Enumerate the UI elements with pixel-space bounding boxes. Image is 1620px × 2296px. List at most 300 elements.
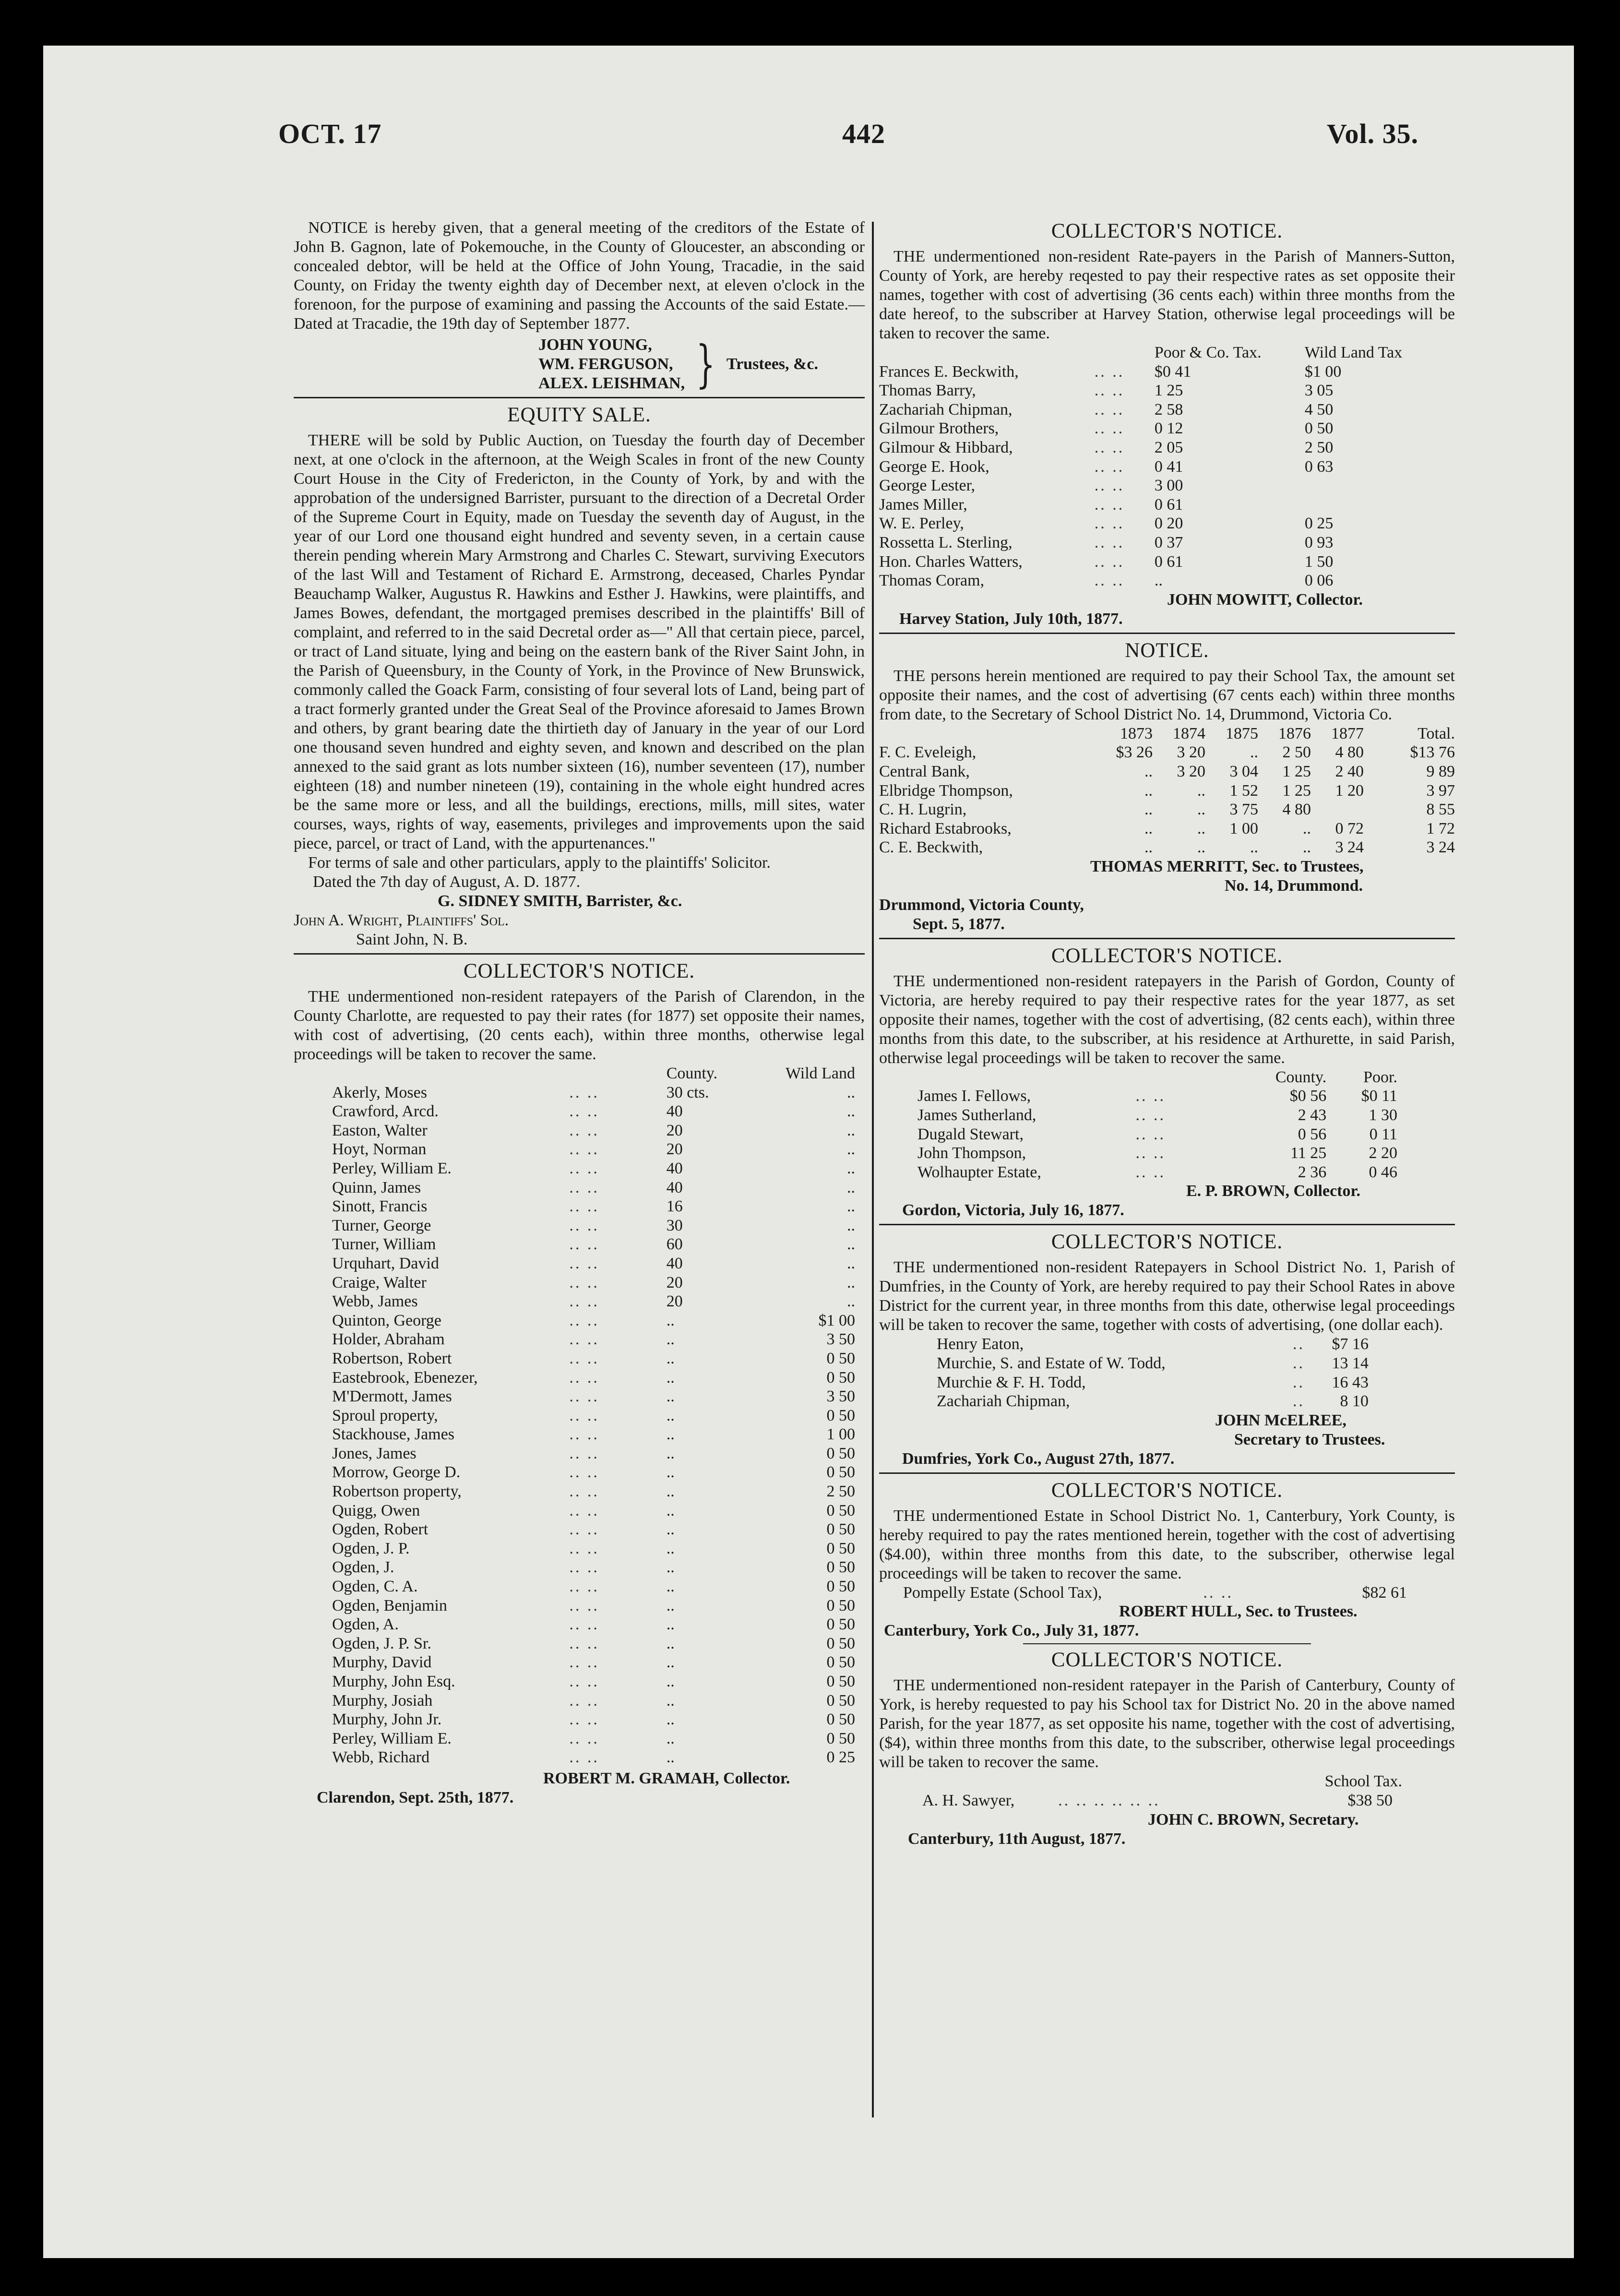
total-amount: 3 97 <box>1426 781 1455 800</box>
clarendon-notice <box>294 958 865 1807</box>
section-divider <box>879 1472 1455 1474</box>
year-amount: 3 20 <box>1177 762 1205 780</box>
leader-dots: .. .. <box>1094 400 1125 419</box>
drummond-signature: THOMAS MERRITT, Sec. to Trustees, <box>1090 857 1364 875</box>
ratepayer-name: James I. Fellows, <box>917 1087 1031 1105</box>
table-row <box>917 1087 1397 1106</box>
ratepayer-name: Frances E. Beckwith, <box>879 362 1019 381</box>
ratepayer-name: Turner, George <box>332 1216 431 1234</box>
table-row <box>332 1197 855 1216</box>
county-rate: 11 25 <box>1290 1144 1327 1162</box>
table-row <box>879 362 1455 382</box>
gordon-heading: COLLECTOR'S NOTICE. <box>1051 944 1283 967</box>
leader-dots: .. .. <box>569 1197 599 1216</box>
table-header-row <box>879 724 1455 743</box>
wild-land-rate: 0 50 <box>826 1578 855 1596</box>
leader-dots: .. .. <box>1135 1106 1166 1124</box>
leader-dots: .. .. <box>569 1691 599 1710</box>
poor-rate: $0 11 <box>1361 1087 1397 1105</box>
table-row <box>879 838 1455 857</box>
leader-dots: .. .. <box>1094 514 1125 533</box>
manners-signature: JOHN MOWITT, Collector. <box>1167 590 1363 609</box>
leader-dots: .. .. <box>569 1483 599 1501</box>
wild-land-rate: 0 50 <box>826 1463 855 1482</box>
canterbury1-dateline: Canterbury, York Co., July 31, 1877. <box>884 1622 1139 1640</box>
total-amount: 3 24 <box>1426 838 1455 857</box>
wild-land-rate: 0 50 <box>826 1444 855 1462</box>
drummond-text: THE persons herein mentioned are required to pay their School Tax, the amount set opposite their names, and the cost of advertising (67 cents each) within three months from date, to the Secretary of School District No. 14, Drummond, Victoria Co. <box>879 667 1455 723</box>
wild-land-rate: 0 50 <box>826 1596 855 1614</box>
table-row <box>332 1425 855 1444</box>
manners-sutton-notice <box>879 218 1455 629</box>
table-row <box>332 1539 855 1558</box>
equity-sale-notice <box>294 402 865 949</box>
poor-co-tax: 0 61 <box>1154 495 1183 514</box>
leader-dots: .. .. <box>569 1292 599 1311</box>
ratepayer-name: Murphy, David <box>332 1653 432 1672</box>
table-row <box>332 1330 855 1349</box>
ratepayer-name: Sproul property, <box>332 1406 438 1424</box>
county-rate: 40 <box>666 1178 683 1196</box>
county-rate: .. <box>666 1653 675 1672</box>
year-amount: .. <box>1144 819 1153 837</box>
county-rate: .. <box>666 1558 675 1577</box>
ratepayer-name: Ogden, Robert <box>332 1520 429 1539</box>
ratepayer-name: Ogden, J. <box>332 1558 394 1577</box>
table-row <box>332 1387 855 1406</box>
wild-land-rate: .. <box>847 1159 855 1177</box>
wild-land-rate: 2 50 <box>826 1483 855 1501</box>
county-rate: 16 <box>666 1197 683 1216</box>
drummond-signature-line2: No. 14, Drummond. <box>1225 876 1363 895</box>
leader-dots: .. .. <box>1094 533 1125 551</box>
table-row <box>879 571 1455 590</box>
leader-dots: .. .. <box>569 1634 599 1652</box>
dumfries-heading: COLLECTOR'S NOTICE. <box>1051 1231 1283 1254</box>
ratepayer-name: Murphy, John Jr. <box>332 1710 442 1729</box>
table-row <box>879 762 1455 781</box>
ratepayer-name: Eastebrook, Ebenezer, <box>332 1368 478 1387</box>
leader-dots: .. .. <box>569 1596 599 1614</box>
year-header: 1874 <box>1173 724 1205 742</box>
table-row <box>917 1144 1397 1163</box>
county-rate: .. <box>666 1615 675 1634</box>
poor-co-tax: 1 25 <box>1154 382 1183 400</box>
leader-dots: .. .. <box>569 1235 599 1254</box>
ratepayer-name: Hon. Charles Watters, <box>879 552 1023 571</box>
leader-dots: .. .. <box>569 1216 599 1234</box>
canterbury2-table <box>922 1791 1393 1810</box>
wild-land-rate: 0 50 <box>826 1406 855 1424</box>
poor-co-tax: 0 41 <box>1154 457 1183 476</box>
county-rate: 30 <box>666 1216 683 1234</box>
poor-rate: 1 30 <box>1369 1106 1397 1124</box>
county-rate: 20 <box>666 1140 683 1159</box>
drummond-table <box>879 724 1455 857</box>
county-rate: .. <box>666 1673 675 1690</box>
year-amount: 3 04 <box>1229 762 1258 780</box>
equity-sale-signature: G. SIDNEY SMITH, Barrister, &c. <box>438 892 682 910</box>
table-row <box>332 1159 855 1178</box>
wild-land-tax: 0 93 <box>1304 533 1334 551</box>
ratepayer-name: A. H. Sawyer, <box>922 1792 1015 1810</box>
ratepayer-name: Turner, William <box>332 1235 436 1254</box>
dumfries-text: THE undermentioned non-resident Ratepayers in School District No. 1, Parish of Dumfries, in the County of York, are hereby required to pay their School Rates in above District for the current year, in three months from this date, otherwise legal proceedings will be taken to recover the same, together with costs of advertising, (one dollar each). <box>879 1258 1455 1334</box>
table-row <box>332 1482 855 1501</box>
poor-co-tax: 0 12 <box>1154 419 1183 438</box>
table-row <box>879 819 1455 838</box>
manners-table <box>879 343 1455 590</box>
ratepayer-name: Elbridge Thompson, <box>879 781 1013 800</box>
table-row <box>332 1596 855 1615</box>
county-rate: 30 cts. <box>666 1083 709 1101</box>
year-header: 1875 <box>1226 724 1258 742</box>
county-rate: .. <box>666 1483 675 1501</box>
wild-land-tax: 4 50 <box>1304 400 1334 419</box>
table-row <box>332 1254 855 1273</box>
tax-amount: 16 43 <box>1332 1373 1369 1391</box>
table-row <box>879 533 1455 552</box>
leader-dots: .. <box>1293 1373 1305 1391</box>
section-divider <box>294 953 865 955</box>
ratepayer-name: Ogden, J. P. <box>332 1539 410 1557</box>
year-amount: .. <box>1303 819 1311 837</box>
wild-land-tax: 1 50 <box>1304 552 1334 571</box>
leader-dots: .. .. <box>569 1254 599 1272</box>
table-row <box>917 1125 1397 1144</box>
wild-land-tax <box>1305 495 1455 514</box>
wild-land-rate: 0 50 <box>826 1539 855 1557</box>
ratepayer-name: Craige, Walter <box>332 1273 427 1292</box>
drummond-notice <box>879 638 1455 934</box>
wild-land-rate: .. <box>847 1140 855 1159</box>
leader-dots: .. .. <box>1094 457 1125 476</box>
year-amount: 2 40 <box>1335 762 1364 780</box>
trustee-name: ALEX. LEISHMAN, <box>538 374 685 392</box>
year-amount: 3 24 <box>1335 838 1364 857</box>
wild-land-rate: 0 50 <box>826 1710 855 1729</box>
canterbury2-text: THE undermentioned non-resident ratepayer in the Parish of Canterbury, County of York, is hereby requested to pay his School tax for District No. 20 in the above named Parish, for the year 1877, as set opposite his name, together with the cost of advertising, ($4), within three months from this date, to the subscriber, otherwise legal proceedings will be taken to recover the same. <box>879 1676 1455 1771</box>
table-row <box>332 1653 855 1672</box>
leader-dots: .. .. <box>1135 1163 1166 1181</box>
ratepayer-name: Ogden, Benjamin <box>332 1596 447 1614</box>
table-row <box>332 1292 855 1311</box>
leader-dots: .. .. <box>569 1311 599 1329</box>
wild-land-rate: 3 50 <box>826 1330 855 1349</box>
leader-dots: .. .. <box>569 1578 599 1596</box>
county-rate: .. <box>666 1330 675 1349</box>
ratepayer-name: Murphy, John Esq. <box>332 1673 455 1690</box>
wild-land-rate: 0 25 <box>826 1748 855 1767</box>
solicitor-city: Saint John, N. B. <box>356 931 468 948</box>
ratepayer-name: Richard Estabrooks, <box>879 819 1012 837</box>
dumfries-signature-line2: Secretary to Trustees. <box>1234 1430 1385 1448</box>
ratepayer-name: Stackhouse, James <box>332 1425 454 1444</box>
county-rate: .. <box>666 1520 675 1539</box>
county-rate: .. <box>666 1311 675 1329</box>
canterbury2-heading: COLLECTOR'S NOTICE. <box>1051 1649 1283 1672</box>
ratepayer-name: Hoyt, Norman <box>332 1140 427 1159</box>
table-row <box>332 1577 855 1596</box>
ratepayer-name: F. C. Eveleigh, <box>879 743 977 762</box>
solicitor-line: John A. Wright, Plaintiffs' Sol. <box>294 911 509 929</box>
wild-land-tax: 3 05 <box>1304 382 1334 400</box>
wild-land-rate: 0 50 <box>826 1729 855 1747</box>
table-row <box>879 514 1455 533</box>
year-amount: 2 50 <box>1282 743 1311 762</box>
year-amount: $3 26 <box>1116 743 1153 762</box>
table-row <box>937 1354 1369 1373</box>
poor-rate: 2 20 <box>1369 1144 1397 1162</box>
ratepayer-name: Quinn, James <box>332 1178 421 1196</box>
tax-amount: 13 14 <box>1332 1354 1369 1373</box>
wild-land-tax: 0 25 <box>1304 514 1334 533</box>
wild-land-tax: $1 00 <box>1304 362 1342 381</box>
total-header: Total. <box>1418 724 1455 742</box>
table-row <box>332 1691 855 1710</box>
ratepayer-name: Ogden, C. A. <box>332 1578 418 1596</box>
county-rate: 40 <box>666 1102 683 1121</box>
county-rate: .. <box>666 1349 675 1367</box>
gagnon-notice-text: NOTICE is hereby given, that a general meeting of the creditors of the Estate of John B. Gagnon, late of Pokemouche, in the County of Gloucester, an absconding or concealed debtor, will be held at the Office of John Young, Tracadie, in the said County, on Friday the twenty eighth day of December next, at eleven o'clock in the forenoon, for the purpose of examining and passing the Accounts of the said Estate.—Dated at Tracadie, the 19th day of September 1877. <box>294 219 865 333</box>
dumfries-dateline: Dumfries, York Co., August 27th, 1877. <box>902 1449 1175 1468</box>
ratepayer-name: Wolhaupter Estate, <box>917 1163 1041 1181</box>
wild-land-tax <box>1305 476 1455 495</box>
table-row <box>332 1235 855 1254</box>
wild-land-rate: .. <box>847 1121 855 1139</box>
poor-co-tax: 0 20 <box>1154 514 1183 533</box>
ratepayer-name: Holder, Abraham <box>332 1330 445 1349</box>
wild-land-rate: 0 50 <box>826 1501 855 1519</box>
year-amount: 3 75 <box>1229 801 1258 819</box>
leader-dots: .. .. <box>569 1653 599 1672</box>
leader-dots: .. .. <box>569 1330 599 1349</box>
county-rate: .. <box>666 1501 675 1519</box>
ratepayer-name: Ogden, J. P. Sr. <box>332 1634 431 1652</box>
leader-dots: .. .. <box>1135 1125 1166 1143</box>
county-rate: .. <box>666 1406 675 1424</box>
wild-land-rate: .. <box>847 1216 855 1234</box>
section-divider <box>879 633 1455 634</box>
dumfries-rows <box>937 1335 1369 1411</box>
ratepayer-name: Webb, Richard <box>332 1748 430 1767</box>
leader-dots: .. .. <box>569 1558 599 1577</box>
year-amount <box>1311 800 1364 819</box>
table-header-row <box>917 1068 1397 1087</box>
table-row <box>332 1710 855 1729</box>
column-header-county: County. <box>1275 1068 1327 1086</box>
year-amount: 0 72 <box>1335 819 1364 837</box>
year-amount: .. <box>1197 801 1205 819</box>
column-header-wild-land-tax: Wild Land Tax <box>1304 344 1403 361</box>
volume-number: Vol. 35. <box>1327 118 1419 149</box>
table-row <box>332 1444 855 1463</box>
leader-dots: .. .. <box>569 1501 599 1519</box>
ratepayer-name: Ogden, A. <box>332 1615 399 1634</box>
clarendon-heading: COLLECTOR'S NOTICE. <box>463 960 695 982</box>
county-rate: .. <box>666 1634 675 1652</box>
table-row <box>332 1463 855 1482</box>
table-row <box>879 743 1455 762</box>
gordon-table <box>917 1068 1397 1182</box>
gordon-rows <box>917 1087 1397 1182</box>
trustee-name: WM. FERGUSON, <box>538 355 673 373</box>
poor-co-tax: .. <box>1154 572 1163 590</box>
county-rate: 2 36 <box>1298 1163 1327 1181</box>
leader-dots: .. .. <box>1094 552 1125 571</box>
wild-land-rate: 0 50 <box>826 1653 855 1672</box>
dumfries-signature: JOHN McELREE, <box>1215 1411 1346 1429</box>
wild-land-rate: .. <box>847 1197 855 1216</box>
wild-land-rate: 0 50 <box>826 1691 855 1710</box>
leader-dots: .. .. <box>1094 495 1125 514</box>
poor-co-tax: 0 37 <box>1154 533 1183 551</box>
tax-amount: $82 61 <box>1362 1583 1407 1602</box>
table-row <box>332 1634 855 1653</box>
table-row <box>332 1311 855 1330</box>
table-row <box>879 800 1455 819</box>
wild-land-rate: 1 00 <box>826 1425 855 1444</box>
equity-sale-text: THERE will be sold by Public Auction, on Tuesday the fourth day of December next, at one o'clock in the afternoon, at the Weigh Scales in front of the new County Court House in the City of Fredericton, in the County of York, by and with the approbation of the undersigned Barrister, pursuant to the direction of a Decretal Order of the Supreme Court in Equity, made on Tuesday the seventh day of August, in the year of our Lord one thousand eight hundred and seventy seven, in a certain cause therein pending wherein Mary Armstrong and Charles C. Stewart, surviving Executors of the last Will and Testament of Richard E. Armstrong, deceased, Charles Pyndar Beauchamp Walker, Augustus R. Hawkins and Esther J. Hawkins, were plaintiffs, and James Bowes, defendant, the mortgaged premises described in the plaintiffs' Bill of complaint, and referred to in the said Decretal order as—" All that certain piece, parcel, or tract of Land situate, lying and being on the eastern bank of the River Saint John, in the Parish of Queensbury, in the County of York, in the Province of New Brunswick, commonly called the Goack Farm, consisting of four several lots of Land, being part of a tract formerly granted under the Great Seal of the Province aforesaid to James Brown and others, by grant bearing date the thirtieth day of January in the year of our Lord one thousand seven hundred and eighty seven, and known and described on the plan annexed to the said grant as lots number sixteen (16), number seventeen (17), number eighteen (18) and number nineteen (19), containing in the whole eight hundred acres be the same more or less, and all the buildings, erections, mills, mill sites, water courses, ways, rights of way, easements, privileges and improvements upon the said piece, parcel, or tract of Land, with the appurtenances." <box>294 431 865 852</box>
leader-dots: .. <box>1293 1354 1305 1373</box>
ratepayer-name: Pompelly Estate (School Tax), <box>903 1583 1102 1602</box>
leader-dots: .. <box>1293 1335 1305 1353</box>
drummond-heading: NOTICE. <box>1125 639 1209 662</box>
wild-land-rate: .. <box>847 1235 855 1254</box>
ratepayer-name: Murchie & F. H. Todd, <box>937 1373 1086 1391</box>
ratepayer-name: James Miller, <box>879 495 967 514</box>
ratepayer-name: Crawford, Arcd. <box>332 1102 439 1121</box>
leader-dots: .. .. <box>569 1349 599 1367</box>
table-row <box>879 552 1455 572</box>
clarendon-text: THE undermentioned non-resident ratepayers of the Parish of Clarendon, in the County Charlotte, are requested to pay their rates (for 1877) set opposite their names, with cost of advertising, (20 cents each), within three months, otherwise legal proceedings will be taken to recover the same. <box>294 988 865 1063</box>
dumfries-table <box>937 1335 1369 1411</box>
total-amount: 8 55 <box>1426 801 1455 819</box>
year-amount: .. <box>1144 838 1153 857</box>
leader-dots: .. .. <box>1094 419 1125 438</box>
wild-land-rate: .. <box>847 1273 855 1292</box>
table-row <box>917 1163 1397 1182</box>
county-rate: .. <box>666 1444 675 1462</box>
gordon-notice <box>879 943 1455 1220</box>
county-rate: 20 <box>666 1121 683 1139</box>
wild-land-rate: .. <box>847 1083 855 1101</box>
poor-co-tax: 3 00 <box>1154 477 1183 495</box>
gordon-signature: E. P. BROWN, Collector. <box>1186 1182 1360 1200</box>
wild-land-rate: .. <box>847 1178 855 1196</box>
year-amount: .. <box>1197 838 1205 857</box>
wild-land-tax: 0 63 <box>1304 457 1334 476</box>
ratepayer-name: John Thompson, <box>917 1144 1026 1162</box>
canterbury1-signature: ROBERT HULL, Sec. to Trustees. <box>1119 1602 1358 1621</box>
county-rate: $0 56 <box>1289 1087 1327 1105</box>
leader-dots: .. .. <box>1094 382 1125 400</box>
equity-sale-terms: For terms of sale and other particulars, apply to the plaintiffs' Solicitor. <box>308 854 771 872</box>
ratepayer-name: Akerly, Moses <box>332 1083 427 1101</box>
ratepayer-name: Sinott, Francis <box>332 1197 428 1216</box>
clarendon-signature: ROBERT M. GRAMAH, Collector. <box>543 1769 790 1787</box>
year-header: 1876 <box>1278 724 1311 742</box>
ratepayer-name: Gilmour Brothers, <box>879 419 999 438</box>
left-column <box>294 218 865 1807</box>
table-row <box>879 476 1455 495</box>
leader-dots: .. .. <box>569 1102 599 1121</box>
wild-land-rate: 0 50 <box>826 1615 855 1634</box>
gordon-text: THE undermentioned non-resident ratepayers in the Parish of Gordon, County of Victoria, are hereby required to pay their respective rates for the year 1877, as set opposite their names, together with the cost of advertising, (82 cents each), within three months from this date, to the subscriber, at his residence at Arthurette, in said Parish, otherwise legal proceedings will be taken to recover the same. <box>879 972 1455 1067</box>
ratepayer-name: James Sutherland, <box>917 1106 1036 1124</box>
right-column <box>879 218 1455 1849</box>
canterbury-notice-2 <box>879 1647 1455 1849</box>
year-amount: .. <box>1144 762 1153 780</box>
page-number: 442 <box>842 118 885 149</box>
leader-dots: .. .. <box>569 1444 599 1462</box>
wild-land-rate: .. <box>847 1254 855 1272</box>
leader-dots: .. .. <box>1094 572 1125 590</box>
total-amount: 9 89 <box>1426 762 1455 780</box>
county-rate: .. <box>666 1387 675 1406</box>
year-amount: 3 20 <box>1177 743 1205 762</box>
table-row <box>879 381 1455 400</box>
brace-glyph: } <box>696 335 715 394</box>
table-row <box>937 1392 1369 1411</box>
table-row <box>937 1373 1369 1392</box>
year-amount: 1 25 <box>1282 762 1311 780</box>
county-rate: .. <box>666 1729 675 1747</box>
leader-dots: .. .. <box>569 1368 599 1387</box>
column-header-county: County. <box>666 1064 718 1082</box>
gordon-dateline: Gordon, Victoria, July 16, 1877. <box>902 1201 1124 1220</box>
table-row <box>332 1178 855 1197</box>
dumfries-notice <box>879 1229 1455 1468</box>
leader-dots: .. .. <box>1094 362 1125 381</box>
section-divider <box>294 397 865 398</box>
leader-dots: .. .. <box>569 1273 599 1292</box>
leader-dots: .. .. <box>1094 477 1125 495</box>
county-rate: .. <box>666 1425 675 1444</box>
table-row <box>903 1583 1407 1602</box>
ratepayer-name: Zachariah Chipman, <box>937 1392 1070 1411</box>
table-row <box>937 1335 1369 1354</box>
leader-dots: .. .. <box>569 1748 599 1767</box>
tax-amount: $38 50 <box>1347 1792 1393 1810</box>
leader-dots: .. .. <box>569 1121 599 1139</box>
table-row <box>332 1558 855 1577</box>
ratepayer-name: Dugald Stewart, <box>917 1125 1024 1143</box>
ratepayer-name: C. H. Lugrin, <box>879 801 967 819</box>
leader-dots: .. .. <box>569 1178 599 1196</box>
ratepayer-name: Murphy, Josiah <box>332 1691 433 1710</box>
table-row <box>879 438 1455 457</box>
ratepayer-name: Robertson, Robert <box>332 1349 452 1367</box>
year-amount: 1 52 <box>1229 781 1258 800</box>
wild-land-tax: 0 06 <box>1304 572 1334 590</box>
table-row <box>332 1349 855 1368</box>
page-date: OCT. 17 <box>278 118 382 149</box>
county-rate: 40 <box>666 1254 683 1272</box>
equity-sale-heading: EQUITY SALE. <box>507 404 651 426</box>
table-row <box>332 1102 855 1121</box>
leader-dots: .. .. <box>569 1387 599 1406</box>
ratepayer-name: Murchie, S. and Estate of W. Todd, <box>937 1354 1166 1373</box>
leader-dots: .. .. <box>569 1539 599 1557</box>
ratepayer-name: Webb, James <box>332 1292 418 1311</box>
ratepayer-name: Morrow, George D. <box>332 1463 461 1482</box>
trustees-title: Trustees, &c. <box>726 355 818 373</box>
manners-rows <box>879 362 1455 590</box>
county-rate: 20 <box>666 1292 683 1311</box>
manners-heading: COLLECTOR'S NOTICE. <box>1051 220 1283 242</box>
leader-dots: .. .. <box>569 1140 599 1159</box>
